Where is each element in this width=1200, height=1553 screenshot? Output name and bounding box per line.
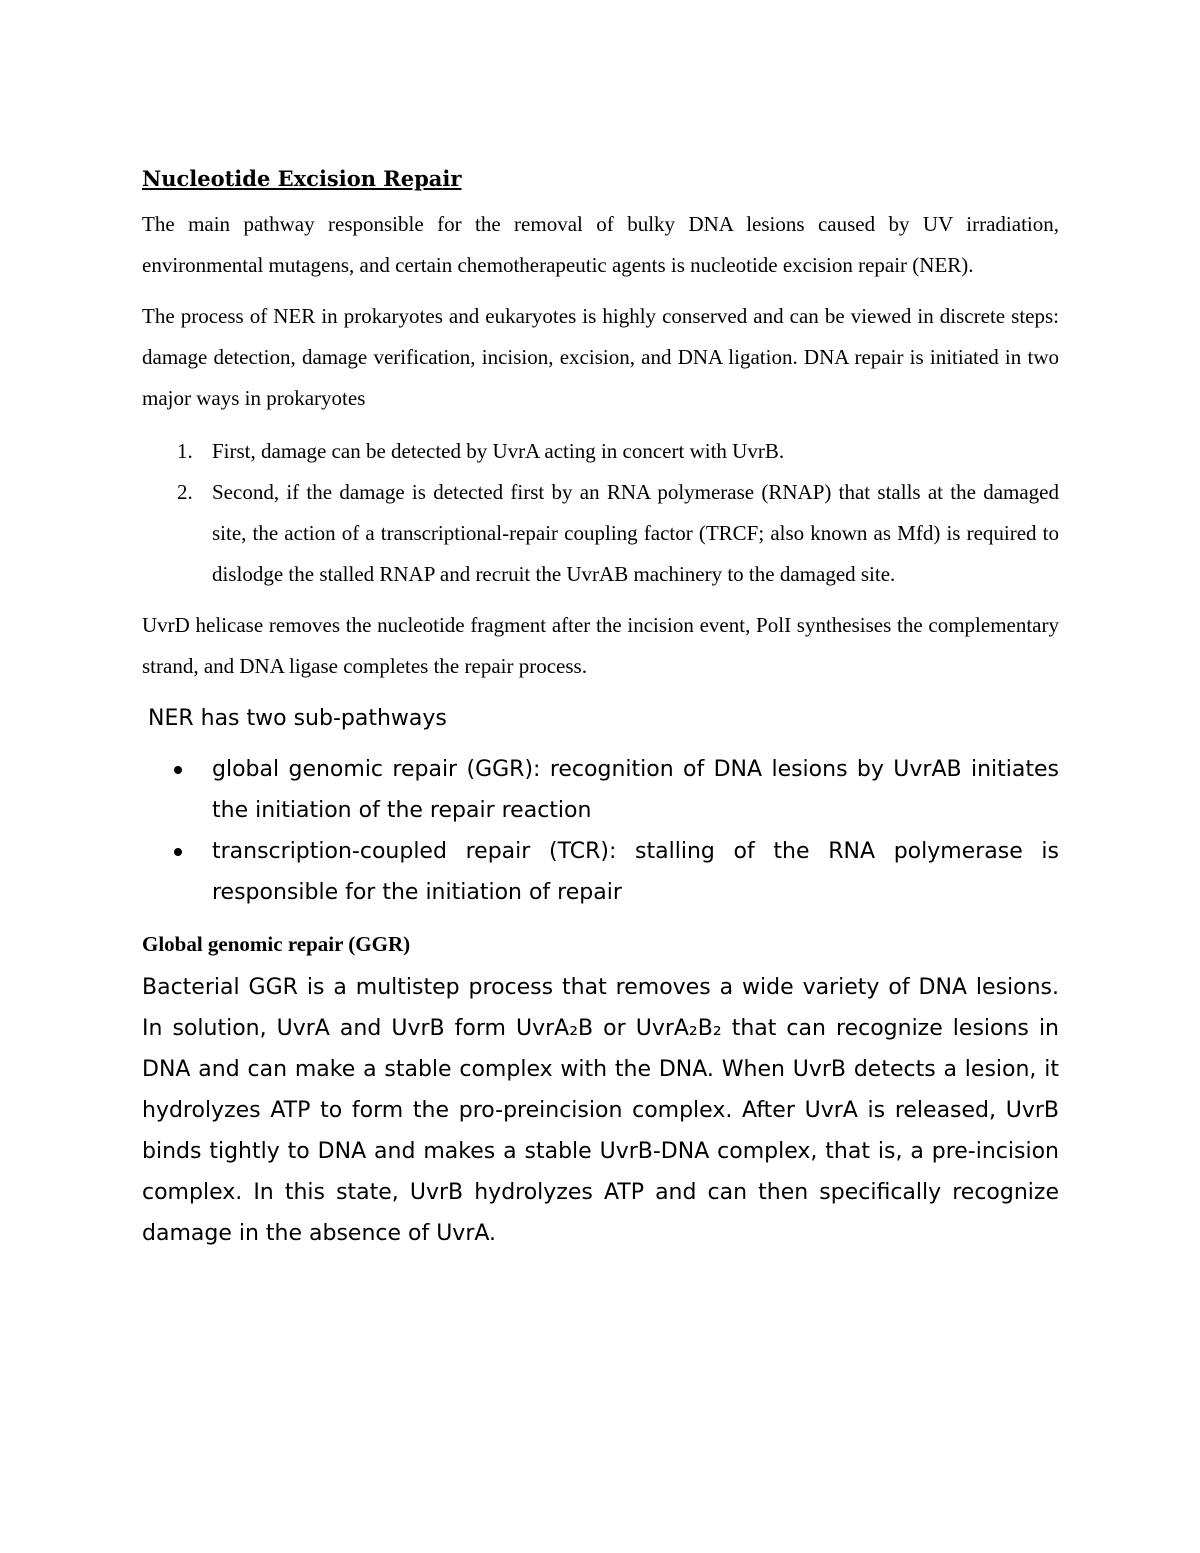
- ggr-heading: Global genomic repair (GGR): [142, 932, 411, 956]
- list-item-text: Second, if the damage is detected first by an RNA polymerase (RNAP) that stalls at the damaged site, the action of a transcriptional-repair coupling factor (TRCF; also known as Mfd) is required to dislodge the stalled RNAP and recruit the UvrAB machinery to the damaged site.: [212, 480, 1059, 586]
- subpathways-heading: NER has two sub-pathways: [148, 706, 447, 731]
- list-item-text: transcription-coupled repair (TCR): stalling of the RNA polymerase is responsible for the initiation of repair: [212, 839, 1059, 905]
- intro-paragraph: The main pathway responsible for the removal of bulky DNA lesions caused by UV irradiation, environmental mutagens, and certain chemotherapeutic agents is nucleotide excision repair (NER).: [142, 212, 1059, 277]
- ggr-paragraph: Bacterial GGR is a multistep process that removes a wide variety of DNA lesions. In solution, UvrA and UvrB form UvrA₂B or UvrA₂B₂ that can recognize lesions in DNA and can make a stable complex with the DNA. When UvrB detects a lesion, it hydrolyzes ATP to form the pro-preincision complex. After UvrA is released, UvrB binds tightly to DNA and makes a stable UvrB-DNA complex, that is, a pre-incision complex. In this state, UvrB hydrolyzes ATP and can then specifically recognize damage in the absence of UvrA.: [142, 975, 1059, 1246]
- list-item: [142, 472, 1059, 595]
- process-paragraph: The process of NER in prokaryotes and eukaryotes is highly conserved and can be viewed in discrete steps: damage detection, damage verification, incision, excision, and DNA ligation. DNA repair is initiated in two major ways in prokaryotes: [142, 304, 1059, 410]
- subpathways-list: [142, 749, 1059, 913]
- list-item-text: global genomic repair (GGR): recognition of DNA lesions by UvrAB initiates the initiation of the repair reaction: [212, 757, 1059, 823]
- document-page: [142, 160, 1059, 1254]
- list-item: [142, 749, 1059, 831]
- uvrd-paragraph: UvrD helicase removes the nucleotide fragment after the incision event, PolI synthesises the complementary strand, and DNA ligase completes the repair process.: [142, 613, 1059, 678]
- prokaryote-steps-list: [142, 431, 1059, 595]
- list-item: [142, 431, 1059, 472]
- list-number: 2.: [177, 480, 193, 504]
- list-item: [142, 831, 1059, 913]
- bullet-icon: [174, 766, 182, 774]
- list-item-text: First, damage can be detected by UvrA acting in concert with UvrB.: [212, 439, 785, 463]
- document-title: Nucleotide Excision Repair: [142, 166, 462, 191]
- bullet-icon: [174, 848, 182, 856]
- list-number: 1.: [177, 439, 193, 463]
